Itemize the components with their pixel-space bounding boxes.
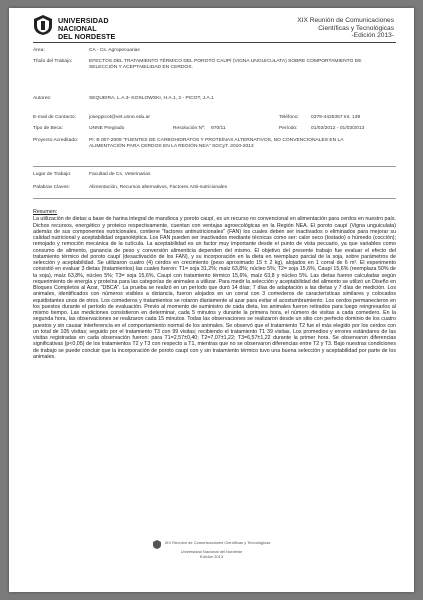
beca-row [33,126,396,132]
footer-line: XIX Reunión de Comunicaciones Científicas y Tecnológicas [9,540,414,549]
place-label: Lugar de Trabajo: [33,172,72,177]
area-label: Área: [33,48,45,53]
email-row [33,115,396,121]
keywords-row [33,185,396,191]
phone-label: Teléfono: [279,115,299,120]
resolution-value: 970/11 [211,126,226,131]
place-row [33,172,396,178]
title-row [33,59,396,73]
footer-line: Universidad Nacional del Nordeste [180,549,243,554]
area-row [33,48,396,54]
keywords-value: Alimentación, Recursos alternativos, Factores Anti-nutricionales [89,185,228,190]
resolution-label: Resolución Nº: [173,126,206,131]
separator [33,198,396,199]
area-value: CA - Cs. Agropecuarias [89,48,140,53]
title-label: Título del Trabajo: [33,59,73,64]
beca-value: UNNE Pregrado [89,126,125,131]
beca-label: Tipo de Beca: [33,126,63,131]
project-row [33,138,396,158]
footer [9,540,414,559]
university-logo [33,14,53,36]
email-value[interactable]: joseppicot@vet.unne.edu.ar [89,115,150,120]
conference-name: XIX Reunión de Comunicaciones Científicas y Tecnológicas -Edición 2013- [297,17,394,40]
header [33,12,394,52]
authors-label: Autores: [33,96,52,101]
keywords-label: Palabras Claves: [33,185,70,190]
title-value: EFECTOS DEL TRATAMIENTO TÉRMICO DEL POROTO CAUPÍ (VIGNA UNGUICULATA) SOBRE COMPORTAMIENTO DE SELECCIÓN Y ACEPTABILIDAD EN CERDOS. [89,59,362,70]
authors-value: SEQUEIRA, L.A.3- KOSLOWSKI, H.A.1, 2 - PICOT, J.A.1 [89,96,214,101]
email-label: E-mail de Contacto: [33,115,76,120]
abstract [33,209,396,360]
period-label: Período: [279,126,298,131]
abstract-title: Resumen: [33,209,58,215]
period-value: 01/03/2012 - 01/03/2013 [311,126,365,131]
separator [33,166,396,167]
place-value: Facultad de Cs. Veterinarias [89,172,151,177]
footer-logo-icon [153,540,161,549]
abstract-body: La utilización de dietas a base de harina integral de mandioca y poroto caupí, es un recurso no convencional en alimentación para cerdos en nuestro país. Dichos recursos, energético y proteico respectivamente, cuentan con ventajas agroecológicas en la Región NEA. El poroto caupí (Vigna unguiculata) además de sus componentes nutricionales, contiene "factores antinutricionales" (FAN) los cuales deben ser inactivados o eliminados para mejorar su calidad nutricional y aceptabilidad organoléptica. Los FAN pueden ser inactivados mediante técnicas como ser: calor seco (tostado) o húmedo (cocción); remojado y remoción mecánica de la cutícula. La aceptabilidad es un factor muy importante desde el punto de vista pecuario, ya que variables como consumo de alimento, ganancia de peso y conversión alimenticia dependen del mismo. El objetivo del presente trabajo fue evaluar el efecto del tratamiento térmico del poroto caupí (desactivación de los FAN), y su incorporación en la dieta en reemplazo parcial de la soja, sobre parámetros de selección y aceptabilidad. Se utilizaron cuatro (4) cerdos en crecimiento (peso aproximado 15 ± 2 kg), alojados en 1 corral de 6 m². El experimento consistió en evaluar 3 dietas (tratamientos) las cuales fueron: T1= soja 31,2%; maíz 63,8%; núcleo 5%; T2= soja 15,6%, Caupí 15,6% (reemplaza 50% de la soja), maíz 63,8%, núcleo 5%; T3= soja 15,6%, Caupí con tratamiento térmico 15,6%, maíz 63,8 y núcleo 5%. Las dietas fueron calculadas según requerimiento de energía y proteína para las categorías de animales a utilizar. Para medir la selección y aceptabilidad del alimento se utilizó un Diseño en Bloques Completos al Azar, "DBCA". La prueba se realizó en un período que duró 14 días; 7 días de adaptación a las dietas y 7 días de medición. Los animales, identificados con números visibles a distancia, fueron alojados en un corral con 3 comederos de características similares y colocados equidistantes unos de otros. Los comederos y tratamientos se rotaron diariamente al azar para evitar el acostumbramiento. Los cerdos permanecieron en los puestos durante el período de evaluación. Previo al momento de suministro de cada dieta, los animales fueron retirados para luego reingresarlos al mismo tiempo. Las mediciones consistieron en determinar, cada 5 minutos y durante la primera hora, el número de visitas a cada comedero. En la segunda hora, las observaciones se realizaron cada 15 minutos. Todas las observaciones se realizaron desde un sitio con perfecto dominio de los cuatro puestos y sin causar interferencia en el comportamiento normal de los animales. Se observó que el tratamiento T2 fue el más elegido por los cerdos con un total de 105 visitas; seguido por el tratamiento T3 con 99 visitas; recibiendo el tratamiento T1 39 visitas. Los promedios y errores estándares de las visitas registradas en cada observación fueron: para T1=2,57±0,40; T2=7,07±1,22; T3=6,57±1,22 durante la primer hora. Se observaron diferencias significativas (p<0,05) de los tratamientos T2 y T3 con respecto a T1, mientras que no se observaron diferencias entre T2 y T3. Bajo nuestras condiciones de trabajo se puede concluir que la incorporación de poroto caupí con y sin tratamiento térmico tuvo una buena selección y aceptabilidad por parte de los animales. [33,216,396,360]
university-name: UNIVERSIDAD NACIONAL DEL NORDESTE [58,16,116,41]
document-page [9,8,414,592]
header-rule [33,42,396,43]
phone-value: 0379-4425357 Int. 139 [311,115,361,120]
project-value: PI: B 007-2009 "FUENTES DE CARBOHIDRATOS Y PROTEÍNAS ALTERNATIVOS, NO CONVENCIONALES EN LA ALIMENTACIÓN PARA CERDOS EN LA REGIÓN NEA" SGCyT. 2010-2013 [89,138,344,149]
authors-row [33,96,396,102]
project-label: Proyecto Acreditado: [33,138,79,143]
footer-line: Edición 2013 [199,554,224,560]
